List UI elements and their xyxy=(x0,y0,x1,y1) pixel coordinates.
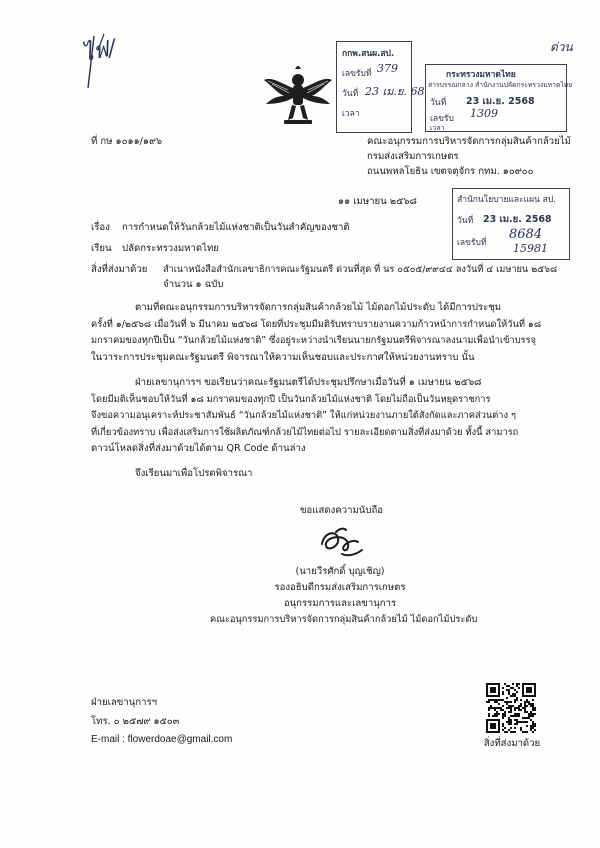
signature-mark xyxy=(318,524,366,560)
para2-line-5: ดาวน์โหลดสิ่งที่ส่งมาด้วยได้ตาม QR Code ด้านล่าง xyxy=(91,443,306,454)
document-date: ๑๑ เมษายน ๒๕๖๘ xyxy=(338,196,417,207)
qr-code-icon[interactable] xyxy=(486,683,536,733)
para1-line-1: ตามที่คณะอนุกรรมการบริหารจัดการกลุ่มสินค้ากล้วยไม้ ไม้ดอกไม้ประดับ ได้มีการประชุม xyxy=(135,302,502,313)
para1-line-3: มกราคมของทุกปีเป็น “วันกล้วยไม้แห่งชาติ” ซึ่งอยู่ระหว่างนำเรียนนายกรัฐมนตรีพิจารณาลงนามเพื่อนำเข้าบรรจุ xyxy=(91,335,536,346)
signer-title-3: คณะอนุกรรมการบริหารจัดการกลุ่มสินค้ากล้วยไม้ ไม้ดอกไม้ประดับ xyxy=(210,614,478,625)
sender-line-2: กรมส่งเสริมการเกษตร xyxy=(367,151,459,162)
received-stamp-ministry: กระทรวงมหาดไทย สารบรรณกลาง สำนักงานปลัดกระทรวงมหาดไทย วันที่ 23 เม.ย. 2568 เลขรับ 1309 เวลา xyxy=(425,64,567,132)
signer-name: (นายวีรศักดิ์ บุญเชิญ) xyxy=(295,566,385,577)
recipient-text: ปลัดกระทรวงมหาดไทย xyxy=(122,243,219,254)
footer-email: E-mail : flowerdoae@gmail.com xyxy=(91,734,233,745)
subject-text: การกำหนดให้วันกล้วยไม้แห่งชาติเป็นวันสำคัญของชาติ xyxy=(122,222,350,233)
document-number: ที่ กษ ๑๐๑๑/๑๙๖ xyxy=(91,136,163,147)
para2-line-1: ฝ่ายเลขานุการฯ ขอเรียนว่าคณะรัฐมนตรีได้ประชุมปรึกษาเมื่อวันที่ ๑ เมษายน ๒๕๖๘ xyxy=(135,377,482,388)
handwritten-note: ไฟ/ xyxy=(79,35,119,68)
footer-department: ฝ่ายเลขานุการฯ xyxy=(91,697,158,708)
signer-title-2: อนุกรรมการและเลขานุการ xyxy=(283,598,397,609)
para2-line-3: จึงขอความอนุเคราะห์ประชาสัมพันธ์ “วันกล้วยไม้แห่งชาติ” ให้แก่หน่วยงานภายใต้สังกัดและภาคส่วนต่าง ๆ xyxy=(91,410,516,421)
qr-caption: สิ่งที่ส่งมาด้วย xyxy=(483,738,541,749)
sender-line-3: ถนนพหลโยธิน เขตจตุจักร กทม. ๑๐๙๐๐ xyxy=(367,166,534,177)
subject-label: เรื่อง xyxy=(91,222,110,233)
enclosure-label: สิ่งที่ส่งมาด้วย xyxy=(91,264,148,275)
sender-line-1: คณะอนุกรรมการบริหารจัดการกลุ่มสินค้ากล้วยไม้ xyxy=(367,136,571,147)
enclosure-text: สำเนาหนังสือสำนักเลขาธิการคณะรัฐมนตรี ด่วนที่สุด ที่ นร ๐๕๐๕/๙๙๔๔ ลงวันที่ ๔ เมษายน ๒๕๖๘ xyxy=(163,264,558,275)
enclosure-count: จำนวน ๑ ฉบับ xyxy=(163,279,224,290)
para2-line-4: ที่เกี่ยวข้องทราบ เพื่อส่งเสริมการใช้ผลิตภัณฑ์กล้วยไม้ไทยต่อไป รายละเอียดตามสิ่งที่ส่งมาด้วย ทั้งนี้ สามารถ xyxy=(91,426,519,438)
pen-stroke-marks xyxy=(79,30,132,90)
garuda-emblem-icon xyxy=(262,66,334,128)
para2-line-2: โดยมีมติเห็นชอบให้วันที่ ๑๘ มกราคมของทุกปี เป็นวันกล้วยไม้แห่งชาติ โดยไม่ถือเป็นวันหยุดราชการ xyxy=(91,393,491,405)
footer-phone: โทร. ๐ ๒๕๗๙ ๑๕๐๓ xyxy=(91,716,180,727)
recipient-label: เรียน xyxy=(91,243,112,254)
urgent-mark: ด่วน xyxy=(550,40,573,54)
received-stamp-policy: สำนักนโยบายและแผน สป. วันที่ 23 เม.ย. 2568 เลขรับที่ 8684 15981 xyxy=(452,188,570,260)
para1-line-4: ในวาระการประชุมคณะรัฐมนตรี พิจารณาให้ความเห็นชอบและประกาศให้หน่วยงานทราบ นั้น xyxy=(91,351,475,363)
received-stamp-agri: กกพ.สนผ.สป. เลขรับที่ 379 วันที่ 23 เม.ย. 68 เวลา xyxy=(336,41,412,133)
signer-title-1: รองอธิบดีกรมส่งเสริมการเกษตร xyxy=(274,582,406,593)
para3: จึงเรียนมาเพื่อโปรดพิจารณา xyxy=(135,468,253,479)
closing: ขอแสดงความนับถือ xyxy=(300,505,384,516)
para1-line-2: ครั้งที่ ๑/๒๕๖๘ เมื่อวันที่ ๖ มีนาคม ๒๕๖๘ โดยที่ประชุมมีมติรับทราบรายงานความก้าวหน้าการกำหนดให้วันที่ ๑๘ xyxy=(91,318,541,330)
